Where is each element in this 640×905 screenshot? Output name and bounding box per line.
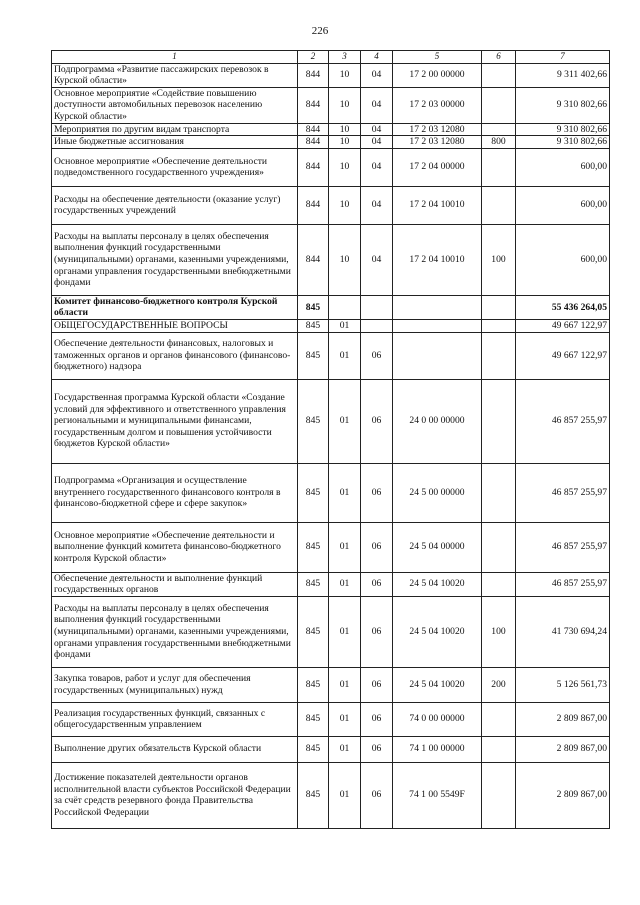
cell-name: Закупка товаров, работ и услуг для обеспечения государственных (муниципальных) нужд: [52, 667, 298, 702]
cell-csr: 17 2 04 00000: [393, 148, 482, 186]
cell-csr: 17 2 04 10010: [393, 224, 482, 295]
table-row: [52, 295, 610, 319]
cell-sum: 5 126 561,73: [516, 667, 610, 702]
cell-csr: [393, 295, 482, 319]
cell-csr: 17 2 03 12080: [393, 136, 482, 149]
cell-csr: 74 1 00 00000: [393, 736, 482, 762]
cell-name: Подпрограмма «Организация и осуществление внутреннего государственного финансового контроля в финансово-бюджетной сфере и сфере закупок»: [52, 463, 298, 522]
cell-name: Основное мероприятие «Содействие повышению доступности автомобильных перевозок населению Курской области»: [52, 87, 298, 123]
table-row: [52, 762, 610, 828]
cell-rz: 01: [329, 522, 361, 572]
cell-vr: 100: [482, 596, 516, 667]
cell-rz: 01: [329, 572, 361, 596]
cell-sum: 9 310 802,66: [516, 87, 610, 123]
cell-rz: 10: [329, 224, 361, 295]
cell-name: Обеспечение деятельности финансовых, налоговых и таможенных органов и органов финансового (финансово-бюджетного) надзора: [52, 332, 298, 379]
cell-name: Расходы на выплаты персоналу в целях обеспечения выполнения функций государственными (муниципальными) органами, казенными учреждениями, органами управления государственными внебюджетными фондами: [52, 224, 298, 295]
cell-name: Обеспечение деятельности и выполнение функций государственных органов: [52, 572, 298, 596]
table-row: [52, 463, 610, 522]
table-header-row: [52, 51, 610, 64]
cell-pr: 06: [361, 667, 393, 702]
cell-name: ОБЩЕГОСУДАРСТВЕННЫЕ ВОПРОСЫ: [52, 319, 298, 332]
cell-ved: 845: [298, 736, 329, 762]
cell-sum: 49 667 122,97: [516, 332, 610, 379]
cell-pr: 04: [361, 87, 393, 123]
cell-name: Основное мероприятие «Обеспечение деятельности и выполнение функций комитета финансово-бюджетного контроля Курской области»: [52, 522, 298, 572]
cell-sum: 2 809 867,00: [516, 762, 610, 828]
table-row: [52, 63, 610, 87]
cell-vr: [482, 148, 516, 186]
cell-rz: 01: [329, 596, 361, 667]
cell-vr: [482, 463, 516, 522]
table-row: [52, 332, 610, 379]
cell-rz: 01: [329, 667, 361, 702]
cell-ved: 845: [298, 379, 329, 463]
column-header-5: 5: [393, 51, 482, 64]
cell-csr: 24 5 04 10020: [393, 596, 482, 667]
cell-name: Реализация государственных функций, связанных с общегосударственным управлением: [52, 702, 298, 736]
cell-csr: [393, 332, 482, 379]
column-header-4: 4: [361, 51, 393, 64]
cell-name: Иные бюджетные ассигнования: [52, 136, 298, 149]
cell-vr: [482, 186, 516, 224]
cell-pr: 04: [361, 136, 393, 149]
cell-rz: 01: [329, 736, 361, 762]
cell-pr: 04: [361, 186, 393, 224]
column-header-3: 3: [329, 51, 361, 64]
cell-name: Государственная программа Курской области «Создание условий для эффективного и ответственного управления региональными и муниципальными финансами, государственным долгом и повышения устойчивости бюджетов Курской области»: [52, 379, 298, 463]
column-header-2: 2: [298, 51, 329, 64]
table-row: [52, 87, 610, 123]
cell-sum: 600,00: [516, 224, 610, 295]
cell-ved: 845: [298, 572, 329, 596]
cell-ved: 844: [298, 123, 329, 136]
cell-csr: 17 2 04 10010: [393, 186, 482, 224]
table-row: [52, 319, 610, 332]
cell-pr: 06: [361, 379, 393, 463]
cell-sum: 2 809 867,00: [516, 702, 610, 736]
table-row: [52, 148, 610, 186]
cell-pr: 04: [361, 63, 393, 87]
cell-ved: 844: [298, 148, 329, 186]
cell-name: Расходы на выплаты персоналу в целях обеспечения выполнения функций государственными (муниципальными) органами, казенными учреждениями, органами управления государственными внебюджетными фондами: [52, 596, 298, 667]
table-row: [52, 224, 610, 295]
cell-rz: 01: [329, 319, 361, 332]
cell-name: Комитет финансово-бюджетного контроля Курской области: [52, 295, 298, 319]
cell-pr: 06: [361, 596, 393, 667]
cell-sum: 9 310 802,66: [516, 136, 610, 149]
table-row: [52, 702, 610, 736]
cell-name: Подпрограмма «Развитие пассажирских перевозок в Курской области»: [52, 63, 298, 87]
cell-csr: 17 2 03 00000: [393, 87, 482, 123]
cell-vr: [482, 762, 516, 828]
cell-sum: 49 667 122,97: [516, 319, 610, 332]
cell-vr: [482, 319, 516, 332]
table-row: [52, 136, 610, 149]
table-row: [52, 667, 610, 702]
table-row: [52, 522, 610, 572]
cell-vr: 200: [482, 667, 516, 702]
cell-ved: 844: [298, 186, 329, 224]
cell-csr: 24 5 04 10020: [393, 572, 482, 596]
cell-vr: 800: [482, 136, 516, 149]
cell-sum: 46 857 255,97: [516, 522, 610, 572]
cell-ved: 845: [298, 702, 329, 736]
cell-sum: 41 730 694,24: [516, 596, 610, 667]
cell-sum: 55 436 264,05: [516, 295, 610, 319]
cell-ved: 845: [298, 762, 329, 828]
table-row: [52, 186, 610, 224]
cell-ved: 845: [298, 667, 329, 702]
cell-vr: 100: [482, 224, 516, 295]
cell-sum: 600,00: [516, 186, 610, 224]
column-header-1: 1: [52, 51, 298, 64]
cell-sum: 600,00: [516, 148, 610, 186]
page-number: 226: [311, 25, 329, 37]
cell-pr: 06: [361, 762, 393, 828]
cell-name: Выполнение других обязательств Курской области: [52, 736, 298, 762]
column-header-7: 7: [516, 51, 610, 64]
cell-rz: 01: [329, 332, 361, 379]
cell-ved: 845: [298, 332, 329, 379]
cell-ved: 844: [298, 136, 329, 149]
table-row: [52, 596, 610, 667]
cell-pr: [361, 295, 393, 319]
cell-sum: 9 310 802,66: [516, 123, 610, 136]
cell-pr: 06: [361, 332, 393, 379]
cell-pr: 06: [361, 463, 393, 522]
cell-rz: [329, 295, 361, 319]
cell-ved: 845: [298, 319, 329, 332]
cell-rz: 01: [329, 702, 361, 736]
cell-name: Мероприятия по другим видам транспорта: [52, 123, 298, 136]
cell-csr: [393, 319, 482, 332]
cell-name: Расходы на обеспечение деятельности (оказание услуг) государственных учреждений: [52, 186, 298, 224]
cell-pr: 06: [361, 702, 393, 736]
table-row: [52, 123, 610, 136]
cell-csr: 24 5 04 10020: [393, 667, 482, 702]
cell-ved: 845: [298, 463, 329, 522]
cell-csr: 74 0 00 00000: [393, 702, 482, 736]
cell-vr: [482, 572, 516, 596]
cell-rz: 10: [329, 186, 361, 224]
cell-pr: 04: [361, 123, 393, 136]
cell-rz: 10: [329, 87, 361, 123]
cell-ved: 844: [298, 87, 329, 123]
budget-table: [51, 50, 610, 829]
cell-rz: 01: [329, 463, 361, 522]
cell-pr: 06: [361, 522, 393, 572]
cell-csr: 24 5 04 00000: [393, 522, 482, 572]
cell-pr: [361, 319, 393, 332]
cell-rz: 01: [329, 379, 361, 463]
cell-rz: 01: [329, 762, 361, 828]
cell-pr: 06: [361, 572, 393, 596]
cell-csr: 24 5 00 00000: [393, 463, 482, 522]
cell-sum: 46 857 255,97: [516, 572, 610, 596]
cell-csr: 17 2 03 12080: [393, 123, 482, 136]
cell-name: Основное мероприятие «Обеспечение деятельности подведомственного государственного учреждения»: [52, 148, 298, 186]
cell-ved: 844: [298, 63, 329, 87]
cell-rz: 10: [329, 123, 361, 136]
cell-pr: 04: [361, 224, 393, 295]
cell-vr: [482, 295, 516, 319]
cell-pr: 04: [361, 148, 393, 186]
cell-vr: [482, 87, 516, 123]
cell-vr: [482, 736, 516, 762]
cell-name: Достижение показателей деятельности органов исполнительной власти субъектов Российской Федерации за счёт средств резервного фонда Правительства Российской Федерации: [52, 762, 298, 828]
cell-vr: [482, 522, 516, 572]
cell-vr: [482, 123, 516, 136]
cell-csr: 74 1 00 5549F: [393, 762, 482, 828]
cell-ved: 844: [298, 224, 329, 295]
cell-vr: [482, 702, 516, 736]
table-row: [52, 379, 610, 463]
cell-sum: 46 857 255,97: [516, 379, 610, 463]
cell-sum: 2 809 867,00: [516, 736, 610, 762]
table-row: [52, 736, 610, 762]
cell-csr: 17 2 00 00000: [393, 63, 482, 87]
cell-csr: 24 0 00 00000: [393, 379, 482, 463]
cell-pr: 06: [361, 736, 393, 762]
cell-sum: 9 311 402,66: [516, 63, 610, 87]
table-row: [52, 572, 610, 596]
cell-vr: [482, 379, 516, 463]
cell-vr: [482, 63, 516, 87]
cell-vr: [482, 332, 516, 379]
column-header-6: 6: [482, 51, 516, 64]
cell-rz: 10: [329, 63, 361, 87]
cell-ved: 845: [298, 596, 329, 667]
cell-ved: 845: [298, 522, 329, 572]
cell-sum: 46 857 255,97: [516, 463, 610, 522]
cell-ved: 845: [298, 295, 329, 319]
cell-rz: 10: [329, 136, 361, 149]
cell-rz: 10: [329, 148, 361, 186]
